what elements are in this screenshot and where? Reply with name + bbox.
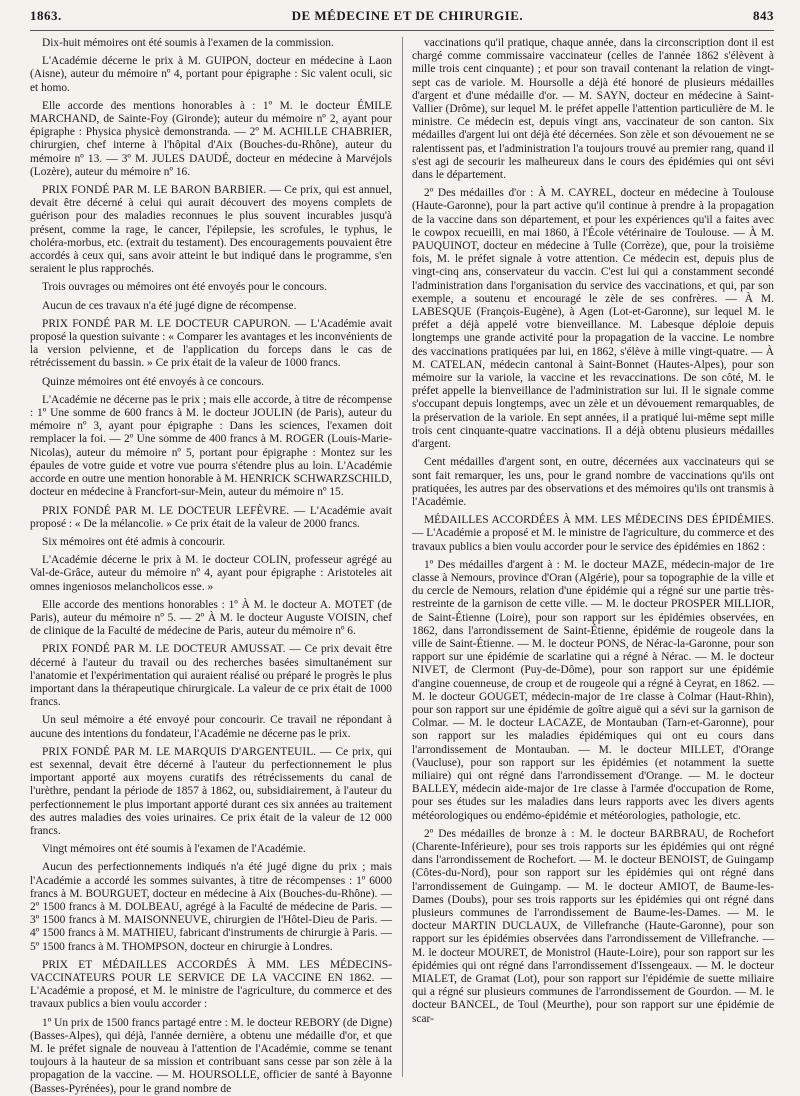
paragraph: vaccinations qu'il pratique, chaque année, dans la circonscription dont il est chargé comme commissaire vaccinateur (celles de l'année 1862 s'élèvent à mille trois cent cinquante) ; et pour son travail contenant la relation de vingt-sept cas de variole. M. Hoursolle a déjà été honoré de plusieurs médailles d'argent et d'une médaille d'or. — M. SAYN, docteur en médecine à Saint-Vallier (Drôme), sur lequel M. le préfet appelle l'attention particulière de M. le ministre. Ce médecin est, depuis vingt ans, vaccinateur de son canton. Six médailles d'argent lui ont déjà été décernées. Son zèle et son dévouement ne se ralentissent pas, et l'administration l'a toujours trouvé au premier rang, quand il s'est agi de secourir les malheureux dans le cours des épidémies qui ont sévi dans le département. <box>412 37 774 182</box>
paragraph: Cent médailles d'argent sont, en outre, décernées aux vaccinateurs qui se sont fait remarquer, les uns, pour le grand nombre de vaccinations qu'ils ont pratiquées, les autres par des observations et des mémoires qu'ils ont transmis à l'Académie. <box>412 456 774 508</box>
running-header <box>30 8 774 31</box>
paragraph: PRIX FONDÉ PAR M. LE DOCTEUR CAPURON. — L'Académie avait proposé la question suivante : « Comparer les avantages et les inconvénients de la version pelvienne, et de l'application du forceps dans le cas de rétrécissement du bassin. » Ce prix était de la valeur de 1000 francs. <box>30 317 392 370</box>
paragraph: Elle accorde des mentions honorables : 1º À M. le docteur A. MOTET (de Paris), auteur du mémoire nº 5. — 2º À M. le docteur Auguste VOISIN, chef de clinique de la Faculté de médecine de Paris, auteur du mémoire nº 6. <box>30 598 392 638</box>
paragraph: L'Académie décerne le prix à M. GUIPON, docteur en médecine à Laon (Aisne), auteur du mémoire nº 4, portant pour épigraphe : Sic valent oculi, sic et homo. <box>30 55 392 94</box>
text-columns <box>30 37 774 1095</box>
paragraph: Six mémoires ont été admis à concourir. <box>42 535 226 548</box>
header-year: 1863. <box>30 8 62 23</box>
paragraph: Trois ouvrages ou mémoires ont été envoyés pour le concours. <box>42 281 327 294</box>
paragraph: L'Académie décerne le prix à M. le docteur COLIN, professeur agrégé au Val-de-Grâce, auteur du mémoire nº 4, ayant pour épigraphe : Aristoteles ait omnes ingeniosos melancholicos esse. » <box>30 554 392 593</box>
paragraph: Aucun des perfectionnements indiqués n'a été jugé digne du prix ; mais l'Académie a accordé les sommes suivantes, à titre de récompenses : 1º 6000 francs à M. BOURGUET, docteur en médecine à Aix (Bouches-du-Rhône). — 2º 1500 francs à M. DOLBEAU, agrégé à la Faculté de médecine de Paris. — 3º 1500 francs à M. MAISONNEUVE, chirurgien de l'Hôtel-Dieu de Paris. — 4º 1500 francs à M. MATHIEU, fabricant d'instruments de chirurgie à Paris. — 5º 1500 francs à M. THOMPSON, docteur en chirurgie à Londres. <box>30 861 392 953</box>
paragraph: MÉDAILLES ACCORDÉES À MM. LES MÉDECINS DES ÉPIDÉMIES. — L'Académie a proposé et M. le ministre de l'agriculture, du commerce et des travaux publics a bien voulu accorder pour le service des épidémies en 1862 : <box>412 514 774 553</box>
paragraph: 1º Des médailles d'argent à : M. le docteur MAZE, médecin-major de 1re classe à Nemours, province d'Oran (Algérie), pour sa topographie de la ville et du cercle de Nemours, relation d'une épidémie qui a régné sur une partie très-restreinte de la garnison de cette ville. — M. le docteur PROSPER MILLIOR, de Saint-Étienne (Loire), pour son rapport sur les épidémies observées, en 1862, dans l'arrondissement de Saint-Étienne, épidémie de rougeole dans la ville de Saint-Étienne. — M. le docteur PONS, de Nérac-la-Garonne, pour son rapport sur une épidémie de scarlatine qui a régné à Nérac. — M. le docteur NIVET, de Clermont (Puy-de-Dôme), pour son rapport sur une épidémie d'angine couenneuse, de croup et de rougeole qui a régné à Ceyrat, en 1862. — M. le docteur GOUGET, médecin-major de 1re classe à Colmar (Haut-Rhin), pour son rapport sur une épidémie de goître aiguë qui a sévi sur la garnison de Colmar. — M. le docteur LACAZE, de Montauban (Tarn-et-Garonne), pour son rapport sur les maladies épidémiques qui ont eu cours dans l'arrondissement de Montauban. — M. le docteur MILLET, d'Orange (Vaucluse), pour son rapport sur les épidémies (et notamment la suette miliaire) qui ont régné dans l'arrondissement d'Orange. — M. le docteur BALLEY, médecin aide-major de 1re classe à l'armée d'occupation de Rome, pour ses études sur les maladies dans leurs rapports avec les divers agents météorologiques ou endémo-épidémie et météorologies, pathologie, etc. <box>412 558 774 822</box>
paragraph: Elle accorde des mentions honorables à : 1º M. le docteur ÉMILE MARCHAND, de Sainte-Foy (Gironde); auteur du mémoire nº 2, ayant pour épigraphe : Physica physicè demonstranda. — 2º M. ACHILLE CHABRIER, chirurgien, chef interne à l'hôpital d'Aix (Bouches-du-Rhône), auteur du mémoire nº 13. — 3º M. JULES DAUDÉ, docteur en médecine à Marvéjols (Lozère), auteur du mémoire nº 16. <box>30 99 392 178</box>
paragraph: Dix-huit mémoires ont été soumis à l'examen de la commission. <box>42 37 334 49</box>
paragraph: Un seul mémoire a été envoyé pour concourir. Ce travail ne répondant à aucune des intentions du fondateur, l'Académie ne décerne pas le prix. <box>30 714 392 740</box>
paragraph: PRIX FONDÉ PAR M. LE MARQUIS D'ARGENTEUIL. — Ce prix, qui est sexennal, devait être décerné à l'auteur du perfectionnement le plus important apporté aux moyens curatifs des rétrécissements du canal de l'urèthre, pendant la période de 1857 à 1862, ou, subsidiairement, à l'auteur du perfectionnement le plus important apporté durant ces six années au traitement des autres maladies des voies urinaires. Ce prix était de la valeur de 12 000 francs. <box>30 745 392 837</box>
paragraph: Aucun de ces travaux n'a été jugé digne de récompense. <box>42 299 297 312</box>
page-number: 843 <box>752 8 774 23</box>
paragraph: Quinze mémoires ont été envoyés à ce concours. <box>42 375 265 388</box>
paragraph: L'Académie ne décerne pas le prix ; mais elle accorde, à titre de récompense : 1º Une somme de 600 francs à M. le docteur JOULIN (de Paris), auteur du mémoire nº 3, ayant pour épigraphe : Dans les sciences, l'examen doit remplacer la foi. — 2º Une somme de 400 francs à M. ROGER (Louis-Marie-Nicolas), auteur du mémoire nº 5, portant pour épigraphe : Montez sur les épaules de votre guide et votre vue pourra s'étendre plus au loin. L'Académie accorde en outre une mention honorable à M. HENRICK SCHWARZSCHILD, docteur en médecine à Francfort-sur-Mein, auteur du mémoire nº 15. <box>30 393 392 499</box>
paragraph: 2º Des médailles d'or : À M. CAYREL, docteur en médecine à Toulouse (Haute-Garonne), pour la part active qu'il continue à prendre à la propagation de la vaccine dans son département, et pour les expériences qu'il a faites avec le cowpox recueilli, en mai 1860, à l'École vétérinaire de Toulouse. — À M. PAUQUINOT, docteur en médecine à Tulle (Corrèze), que, pour la troisième fois, M. le préfet signale à votre attention. Ce médecin est, depuis plus de vingt-cinq ans, conservateur du vaccin. C'est lui qui a constamment secondé l'administration dans l'organisation du service des vaccinations, et qui, par son exemple, a soutenu et encouragé le zèle de ses confrères. — À M. LABESQUE (François-Eugène), à Agen (Lot-et-Garonne), sur lequel M. le préfet a déjà appelé votre bienveillance. M. Labesque déploie depuis longtemps une grande activité pour la propagation de la vaccine. Le nombre des vaccinations pratiquées par lui, en 1862, s'élève à mille vingt-quatre. — À M. CATELAN, médecin cantonal à Saint-Bonnet (Hautes-Alpes), pour son mémoire sur la variole, la vaccine et les revaccinations. De son côté, M. le préfet appelle la bienveillance de l'administration sur lui. Il le signale comme s'occupant depuis longtemps, avec un zèle et un dévouement remarquables, de la préservation de la variole. En sept années, il a pratiqué lui-même sept mille trois cent cinquante-quatre vaccinations. Il a déjà obtenu plusieurs médailles d'argent. <box>412 187 774 451</box>
paragraph: PRIX FONDÉ PAR M. LE DOCTEUR LEFÈVRE. — L'Académie avait proposé : « De la mélancolie. » Ce prix était de la valeur de 2000 francs. <box>30 504 392 530</box>
paragraph: Vingt mémoires ont été soumis à l'examen de l'Académie. <box>42 843 306 856</box>
paragraph: PRIX ET MÉDAILLES ACCORDÉS À MM. LES MÉDECINS-VACCINATEURS POUR LE SERVICE DE LA VACCINE EN 1862. — L'Académie a proposé, et M. le ministre de l'agriculture, du commerce et des travaux publics a bien voulu accorder : <box>30 958 392 1011</box>
header-title: DE MÉDECINE ET DE CHIRURGIE. <box>291 8 524 23</box>
paragraph: 2º Des médailles de bronze à : M. le docteur BARBRAU, de Rochefort (Charente-Inférieure), pour ses trois rapports sur les épidémies qui ont régné dans l'arrondissement de Rochefort. — M. le docteur BENOIST, de Guingamp (Côtes-du-Nord), pour son rapport sur les épidémies qui ont régné dans l'arrondissement de Guingamp. — M. le docteur AMIOT, de Baume-les-Dames (Doubs), pour ses trois rapports sur les épidémies qui ont régné dans plusieurs communes de l'arrondissement de Baume-les-Dames. — M. le docteur MARTIN DUCLAUX, de Villefranche (Haute-Garonne), pour son rapport sur les épidémies observées dans l'arrondissement de Villefranche. — M. le docteur MOURET, de Monistrol (Haute-Loire), pour son rapport sur les épidémies qui ont régné dans l'arrondissement d'Issengeaux. — M. le docteur MIALET, de Gramat (Lot), pour son rapport sur l'épidémie de suette miliaire qui a régné sur plusieurs communes de l'arrondissement de Gourdon. — M. le docteur BANCEL, de Toul (Meurthe), pour son rapport sur une épidémie de scar- <box>412 827 774 1025</box>
right-column <box>402 37 774 1077</box>
left-column <box>30 37 392 1095</box>
paragraph: 1º Un prix de 1500 francs partagé entre : M. le docteur REBORY (de Digne) (Basses-Alpes), qui déjà, l'année dernière, a obtenu une médaille d'or, et que M. le préfet signale de nouveau à l'attention de l'Académie, comme se tenant toujours à la hauteur de sa mission et contribuant sans cesse par son zèle à la propagation de la vaccine. — M. HOURSOLLE, officier de santé à Bayonne (Basses-Pyrénées), pour le grand nombre de <box>30 1016 392 1095</box>
paragraph: PRIX FONDÉ PAR M. LE DOCTEUR AMUSSAT. — Ce prix devait être décerné à l'auteur du travail ou des recherches basées simultanément sur l'anatomie et l'expérimentation qui auraient réalisé ou préparé le progrès le plus important dans la thérapeutique chirurgicale. La valeur de ce prix était de 1000 francs. <box>30 643 392 709</box>
paragraph: PRIX FONDÉ PAR M. LE BARON BARBIER. — Ce prix, qui est annuel, devait être décerné à celui qui aurait découvert des moyens complets de guérison pour des maladies reconnues le plus souvent incurables jusqu'à présent, comme la rage, le cancer, l'épilepsie, les scrofules, le typhus, le choléra-morbus, etc. (extrait du testament). Des encouragements pouvaient être accordés à ceux qui, sans avoir atteint le but indiqué dans le programme, s'en seraient le plus rapprochés. <box>30 184 392 276</box>
